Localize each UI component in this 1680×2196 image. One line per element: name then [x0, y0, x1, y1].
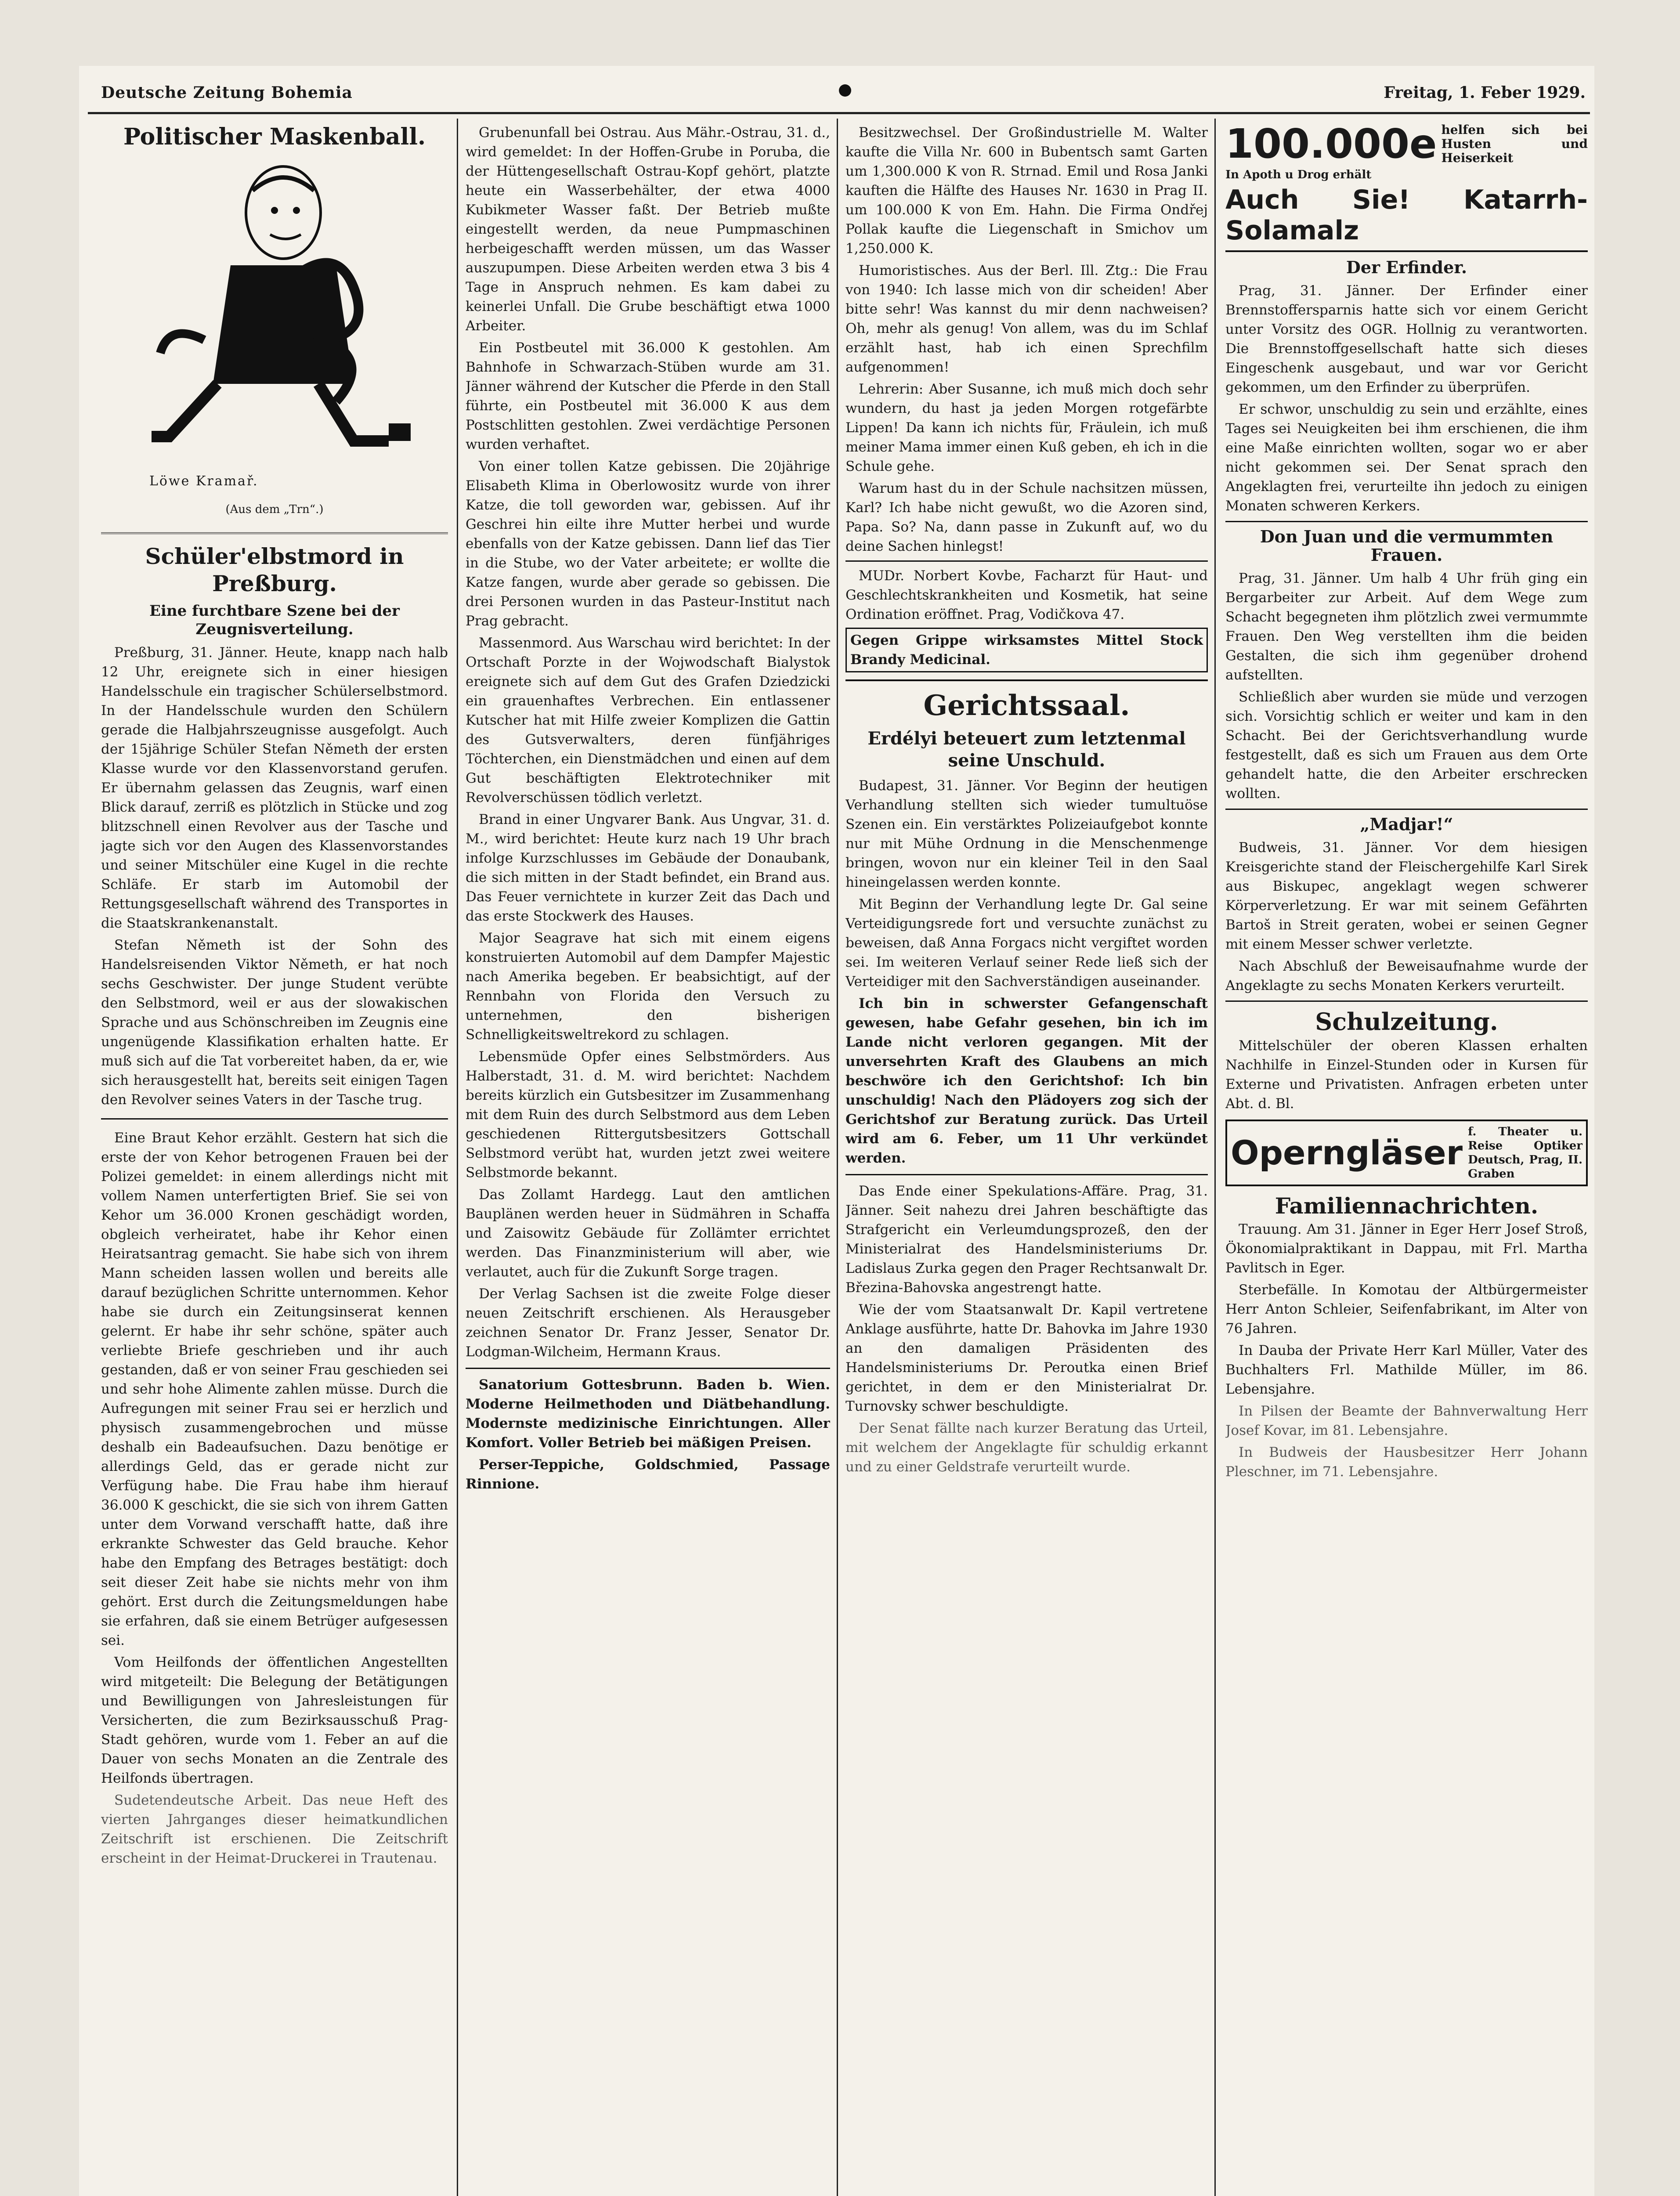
article-paragraph: Nach Abschluß der Beweisaufnahme wurde der Angeklagte zu sechs Monaten Kerkers verurteilt. [1225, 958, 1588, 993]
section-rule [845, 679, 1208, 681]
column-rule [1214, 119, 1216, 2196]
news-item: Grubenunfall bei Ostrau. Aus Mähr.-Ostrau, 31. d., wird gemeldet: In der Hoffen-Grube in Poruba, die der Hüttengesellschaft Ostrau-Kopf gehört, platzte heute ein Wasserbehälter, der etwa 4000 Kubikmeter Wasser faßt. Der Betrieb mußte eingestellt werden, da neue Pumpmaschinen herbeigeschafft werden müssen, um das Wasser auszupumpen. Diese Arbeiten werden etwa 3 bis 4 Tage in Anspruch nehmen. Es kam dabei zu keinerlei Unfall. Die Grube beschäftigt etwa 1000 Arbeiter. [466, 125, 830, 334]
article-headline: „Madjar!“ [1360, 814, 1453, 834]
news-item: Lehrerin: Aber Susanne, ich muß mich doch sehr wundern, du hast ja jeden Morgen rotgefärbte Lippen! Da kann ich nichts für, Fräulein, ich muß meiner Mama immer einen Kuß geben, eh ich in die Schule gehe. [845, 381, 1208, 474]
ad-tagline: helfen sich bei Husten und Heiserkeit [1441, 123, 1588, 165]
section-title-schulzeitung: Schulzeitung. [1315, 1008, 1498, 1036]
news-item: Warum hast du in der Schule nachsitzen müssen, Karl? Ich habe nicht gewußt, wo die Azoren sind, Papa. So? Na, dann passe in Zukunft auf, wo du deine Sachen hinlegst! [845, 480, 1208, 554]
article-paragraph: Prag, 31. Jänner. Der Erfinder einer Brennstoffersparnis hatte sich vor einem Gericht unter Vorsitz des OGR. Hollnig zu verantworten. Die Brennstoffgesellschaft hatte sich dieses Eingeschenk ausgebaut, und war vor Gericht gekommen, um den Erfinder zu überprüfen. [1225, 283, 1588, 395]
ad-product-name: Auch Sie! Katarrh-Solamalz [1225, 184, 1588, 246]
column-rule [457, 119, 458, 2196]
article-headline: Schüler'elbstmord in Preßburg. [145, 543, 404, 596]
article-paragraph: Budapest, 31. Jänner. Vor Beginn der heutigen Verhandlung stellten sich wieder tumultuöse Szenen ein. Ein verstärktes Polizeiaufgebot konnte nur mit Mühe Ordnung in die Menschenmenge bringen, wovon nur ein kleiner Teil in den Saal hineingelassen werden konnte. [845, 778, 1208, 890]
article-paragraph: Eine Braut Kehor erzählt. Gestern hat sich die erste der von Kehor betrogenen Frauen bei der Polizei gemeldet: in einem allerdings nicht mit vollem Namen unterfertigten Brief. Sie sei von Kehor um 36.000 Kronen geschädigt worden, obgleich verheiratet, habe ihr Kehor einen Heiratsantrag gemacht. Sie habe sich von ihrem Mann scheiden lassen wollen und bereits alle darauf bezüglichen Schritte unternommen. Kehor habe sie durch ein Zeitungsinserat kennen gelernt. Er habe ihr sehr schöne, später auch verliebte Briefe geschrieben und ihr auch gestanden, daß er von seiner Frau geschieden sei und sehr hohe Alimente zahlen müsse. Durch die Aufregungen mit seiner Frau sei er herzlich und physisch zusammengebrochen und müsse deshalb ein Badeaufsuchen. Dazu benötige er allerdings Geld, das er gerade nicht zur Verfügung habe. Die Frau habe ihm hierauf 36.000 K geschickt, die sie sich von ihrem Gatten unter dem Vorwand verschafft hatte, daß ihre erkrankte Schwester das Geld brauche. Kehor habe den Empfang des Betrages bestätigt: doch seit dieser Zeit habe sie nichts mehr von ihm gehört. Erst durch die Zeitungsmeldungen habe sie erfahren, daß sie einem Betrüger aufgesessen sei. [101, 1130, 448, 1648]
article-paragraph: Das Ende einer Spekulations-Affäre. Prag, 31. Jänner. Seit nahezu drei Jahren beschäftigte das Strafgericht ein Verleumdungsprozeß, den der Ministerialrat des Handelsministeriums Dr. Ladislaus Zurka gegen den Prager Rechtsanwalt Dr. Březina-Bahovska angestrengt hatte. [845, 1183, 1208, 1296]
column-rule [837, 119, 838, 2196]
solamalz-advertisement [1225, 123, 1588, 252]
news-item: Besitzwechsel. Der Großindustrielle M. Walter kaufte die Villa Nr. 600 in Bubentsch samt Garten um 1,300.000 K von R. Strnad. Emil und Rosa Janki kauften die Hälfte des Hauses Nr. 1630 in Prag II. um 100.000 K von Em. Hahn. Die Firma Ondřej Pollak kaufte die Liegenschaft in Smichov um 1,250.000 K. [845, 125, 1208, 256]
ad-headline-number: 100.000e [1225, 123, 1437, 167]
article-paragraph: Vom Heilfonds der öffentlichen Angestellten wird mitgeteilt: Die Belegung der Betätigungen und Bewilligungen von Jahresleistungen für Versicherten, die zum Bezirksausschuß Prag-Stadt gehören, wurde vom 1. Feber an auf die Dauer von sechs Monaten an die Zentrale des Heilfonds übertragen. [101, 1654, 448, 1786]
article-paragraph: Sterbefälle. In Komotau der Altbürgermeister Herr Anton Schleier, Seifenfabrikant, im Alter von 76 Jahren. [1225, 1282, 1588, 1336]
article-headline: Der Erfinder. [1346, 257, 1467, 277]
newspaper-name: Deutsche Zeitung Bohemia [101, 83, 353, 102]
article-paragraph: Preßburg, 31. Jänner. Heute, knapp nach halb 12 Uhr, ereignete sich in einer hiesigen Handelsschule ein tragischer Schülerselbstmord. In der Handelsschule wurden den Schülern gerade die Halbjahrszeugnisse ausgefolgt. Auch der 15jährige Schüler Stefan Němeth der ersten Klasse wurde vor den Klassenvorstand gerufen. Er übernahm gelassen das Zeugnis, warf einen Blick darauf, zerriß es plötzlich in Stücke und zog blitzschnell einen Revolver aus der Tasche und jagte sich vor den Augen des Klassenvorstandes und seiner Mitschüler eine Kugel in die rechte Schläfe. Er starb im Automobil der Rettungsgesellschaft während des Transportes in die Staatskrankenanstalt. [101, 645, 448, 931]
section-rule [101, 532, 448, 534]
section-rule [101, 1118, 448, 1120]
advertisement-text: Perser-Teppiche, Goldschmied, Passage Rinnione. [466, 1457, 830, 1492]
article-paragraph: In Dauba der Private Herr Karl Müller, Vater des Buchhalters Frl. Mathilde Müller, im 86. Lebensjahre. [1225, 1343, 1588, 1397]
article-paragraph: Budweis, 31. Jänner. Vor dem hiesigen Kreisgerichte stand der Fleischergehilfe Karl Sirek aus Biskupec, angeklagt wegen schwerer Körperverletzung. Er war mit seinem Gefährten Bartoš in Streit geraten, wobei er seinen Gegner mit einem Messer schwer verletzte. [1225, 840, 1588, 952]
section-rule [1225, 521, 1588, 522]
advertisement-text: Sanatorium Gottesbrunn. Baden b. Wien. Moderne Heilmethoden und Diätbehandlung. Modernste medizinische Einrichtungen. Aller Komfort. Voller Betrieb bei mäßigen Preisen. [466, 1377, 830, 1451]
section-title-familiennachrichten: Familiennachrichten. [1275, 1193, 1539, 1219]
article-paragraph: In Pilsen der Beamte der Bahnverwaltung Herr Josef Kovar, im 81. Lebensjahre. [1225, 1403, 1588, 1438]
news-item: Ein Postbeutel mit 36.000 K gestohlen. Am Bahnhofe in Schwarzach-Stüben wurde am 31. Jänner während der Kutscher die Pferde in den Stall führte, ein Postbeutel mit 36.000 K aus dem Postschlitten gestohlen. Zwei verdächtige Personen wurden verhaftet. [466, 340, 830, 452]
news-item: Von einer tollen Katze gebissen. Die 20jährige Elisabeth Klima in Oberlowositz wurde von ihrer Katze, die toll geworden war, gebissen. Auf ihr Geschrei hin eilte ihre Mutter herbei und wurde ebenfalls von der Katze gebissen. Dann lief das Tier in die Stube, wo der Vater arbeitete; er wollte die Katze fangen, wurde aber gerade so gebissen. Die drei Personen wurden in das Pasteur-Institut nach Prag gebracht. [466, 459, 830, 629]
header-rule [88, 112, 1590, 114]
news-item: Lebensmüde Opfer eines Selbstmörders. Aus Halberstadt, 31. d. M. wird berichtet: Nachdem bereits kürzlich ein Gutsbesitzer im Zusammenhang mit dem Ruin des durch Selbstmord aus dem Leben geschiedenen Rittergutsbesitzers Gottschall Selbstmord verübt hat, wurden jetzt zwei weitere Selbstmorde bekannt. [466, 1049, 830, 1181]
column-3 [845, 123, 1208, 2196]
article-paragraph: Sudetendeutsche Arbeit. Das neue Heft des vierten Jahrganges dieser heimatkundlichen Zeitschrift ist erschienen. Die Zeitschrift erscheint in der Heimat-Druckerei in Trautenau. [101, 1792, 448, 1866]
article-paragraph: In Budweis der Hausbesitzer Herr Johann Pleschner, im 71. Lebensjahre. [1225, 1445, 1588, 1480]
article-paragraph: Stefan Němeth ist der Sohn des Handelsreisenden Viktor Němeth, er hat noch sechs Geschwister. Der junge Student verübte den Selbstmord, weil er aus der slowakischen Sprache und aus Schönschreiben im Zeugnis eine ungenügende Klassifikation erhalten hatte. Er muß sich auf die Tat vorbereitet haben, da er, wie sich herausgestellt hat, bereits seit einigen Tagen den Revolver seines Vaters in der Tasche trug. [101, 937, 448, 1108]
article-paragraph: Schließlich aber wurden sie müde und verzogen sich. Vorsichtig schlich er weiter und kam in den Schacht. Bei der Gerichtsverhandlung wurde festgestellt, daß es sich um Frauen aus dem Orte gehandelt hatte, die den Arbeiter erschrecken wollten. [1225, 689, 1588, 802]
section-rule [845, 1174, 1208, 1175]
news-item: Humoristisches. Aus der Berl. Ill. Ztg.: Die Frau von 1940: Ich lasse mich von dir scheiden! Aber bitte sehr! Was kannst du mir denn nachweisen? Oh, mehr als genug! Von allem, was du im Schlaf erzählt hast, hab ich einen Sprechfilm aufgenommen! [845, 263, 1208, 375]
article-paragraph: Der Senat fällte nach kurzer Beratung das Urteil, mit welchem der Angeklagte für schuldig erkannt und zu einer Geldstrafe verurteilt wurde. [845, 1420, 1208, 1475]
section-rule [845, 560, 1208, 562]
article-headline: Don Juan und die vermummten Frauen. [1260, 527, 1554, 565]
article-paragraph: Mit Beginn der Verhandlung legte Dr. Gal seine Verteidigungsrede fort und versuchte zunächst zu beweisen, daß Anna Forgacs nicht vergiftet worden sei. Im weiteren Verlauf seiner Rede ließ sich der Verteidiger mit den Sachverständigen auseinander. [845, 896, 1208, 990]
article-subhead: Erdélyi beteuert zum letztenmal seine Unschuld. [867, 728, 1186, 771]
lion-cartoon-image [108, 155, 441, 472]
operngläser-advertisement [1225, 1120, 1588, 1186]
article-paragraph: Ich bin in schwerster Gefangenschaft gewesen, habe Gefahr gesehen, bin ich im Lande nicht verloren gegangen. Mit der unversehrten Kraft des Glaubens an mich beschwöre ich den Gerichtshof: Ich bin unschuldig! Nach den Plädoyers zog sich der Gerichtshof zur Beratung zurück. Das Urteil wird am 6. Feber, um 11 Uhr verkündet werden. [845, 996, 1208, 1166]
cartoon-caption: Löwe Kramař. [149, 473, 259, 489]
ad-line: In Apoth u Drog erhält [1225, 168, 1372, 181]
ad-product-name: Operngläser [1231, 1133, 1463, 1172]
column-4 [1225, 123, 1588, 2196]
advertisement-text: MUDr. Norbert Kovbe, Facharzt für Haut- und Geschlechtskrankheiten und Kosmetik, hat seine Ordination eröffnet. Prag, Vodičkova 47. [845, 568, 1208, 622]
article-paragraph: Trauung. Am 31. Jänner in Eger Herr Josef Stroß, Ökonomialpraktikant in Dappau, mit Frl. Martha Pavlitsch in Eger. [1225, 1221, 1588, 1276]
news-item: Der Verlag Sachsen ist die zweite Folge dieser neuen Zeitschrift erschienen. Als Herausgeber zeichnen Senator Dr. Franz Jesser, Senator Dr. Lodgman-Wilcheim, Hermann Kraus. [466, 1286, 830, 1360]
article-paragraph: Wie der vom Staatsanwalt Dr. Kapil vertretene Anklage ausführte, hatte Dr. Bahovka im Jahre 1930 an den damaligen Präsidenten des Handelsministeriums Dr. Peroutka einen Brief gerichtet, in dem er den Ministerialrat Dr. Turnovsky schwer beschuldigte. [845, 1302, 1208, 1414]
column-1 [101, 119, 448, 2196]
ad-seller: f. Theater u. Reise Optiker Deutsch, Prag, II. Graben [1468, 1125, 1582, 1181]
cartoon-illustration [108, 155, 441, 472]
ad-banner-text: Gegen Grippe wirksamstes Mittel Stock Brandy Medicinal. [850, 632, 1203, 668]
news-item: Brand in einer Ungvarer Bank. Aus Ungvar, 31. d. M., wird berichtet: Heute kurz nach 19 Uhr brach infolge Kurzschlusses im Gebäude der Donaubank, die sich mitten in der Stadt befindet, ein Brand aus. Das Feuer vernichtete in kurzer Zeit das Dach und das erste Stockwerk des Hauses. [466, 812, 830, 924]
page-header [101, 83, 1586, 110]
issue-date: Freitag, 1. Feber 1929. [1384, 83, 1586, 102]
section-rule [1225, 1000, 1588, 1002]
news-item: Das Zollamt Hardegg. Laut den amtlichen Bauplänen werden heuer in Südmähren in Schaffa und Zaisowitz Gebäude für Zollämter errichtet werden. Das Finanzministerium will aber, wie verlautet, auch für die Zukunft Sorge tragen. [466, 1187, 830, 1280]
section-title-gerichtssaal: Gerichtssaal. [923, 689, 1130, 722]
article-paragraph: Mittelschüler der oberen Klassen erhalten Nachhilfe in Einzel-Stunden oder in Kursen für Externe und Privatisten. Anfragen erbeten unter Abt. d. Bl. [1225, 1038, 1588, 1112]
column-2 [466, 123, 830, 2196]
article-subhead: Eine furchtbare Szene bei der Zeugnisverteilung. [149, 602, 400, 638]
cartoon-title: Politischer Maskenball. [123, 123, 426, 150]
news-item: Massenmord. Aus Warschau wird berichtet: In der Ortschaft Porzte in der Wojwodschaft Bialystok ereignete sich auf dem Gut des Grafen Dziedzicki ein grauenhaftes Verbrechen. Ein entlassener Kutscher hat mit Hilfe zweier Komplizen die Gattin des Gutsverwalters, deren fünfjähriges Töchterchen, ein Dienstmädchen und einen auf dem Gut beschäftigten Elektrotechniker mit Revolverschüssen tödlich verletzt. [466, 635, 830, 805]
header-dot [839, 84, 851, 97]
ad-banner [845, 628, 1208, 672]
article-paragraph: Er schwor, unschuldig zu sein und erzählte, eines Tages sei Neuigkeiten bei ihm erschienen, die ihm eine Maße einrichten wollten, sogar wo er aber nicht gekommen sei. Der Senat sprach den Angeklagten frei, verurteilte ihn jedoch zu einigen Monaten schweren Kerkers. [1225, 401, 1588, 514]
section-rule [1225, 809, 1588, 810]
article-paragraph: Prag, 31. Jänner. Um halb 4 Uhr früh ging ein Bergarbeiter zur Arbeit. Auf dem Wege zum Schacht begegneten ihm plötzlich zwei vermummte Frauen. Den Weg verstellten ihm die beiden Gestalten, die sich ihm gegenüber drohend aufstellten. [1225, 571, 1588, 683]
section-rule [466, 1368, 830, 1369]
news-item: Major Seagrave hat sich mit einem eigens konstruierten Automobil auf dem Dampfer Majestic nach Amerika begeben. Er beabsichtigt, auf der Rennbahn von Florida den Versuch zu unternehmen, den bisherigen Schnelligkeitsweltrekord zu schlagen. [466, 930, 830, 1043]
cartoon-credit: (Aus dem „Trn“.) [225, 503, 324, 516]
